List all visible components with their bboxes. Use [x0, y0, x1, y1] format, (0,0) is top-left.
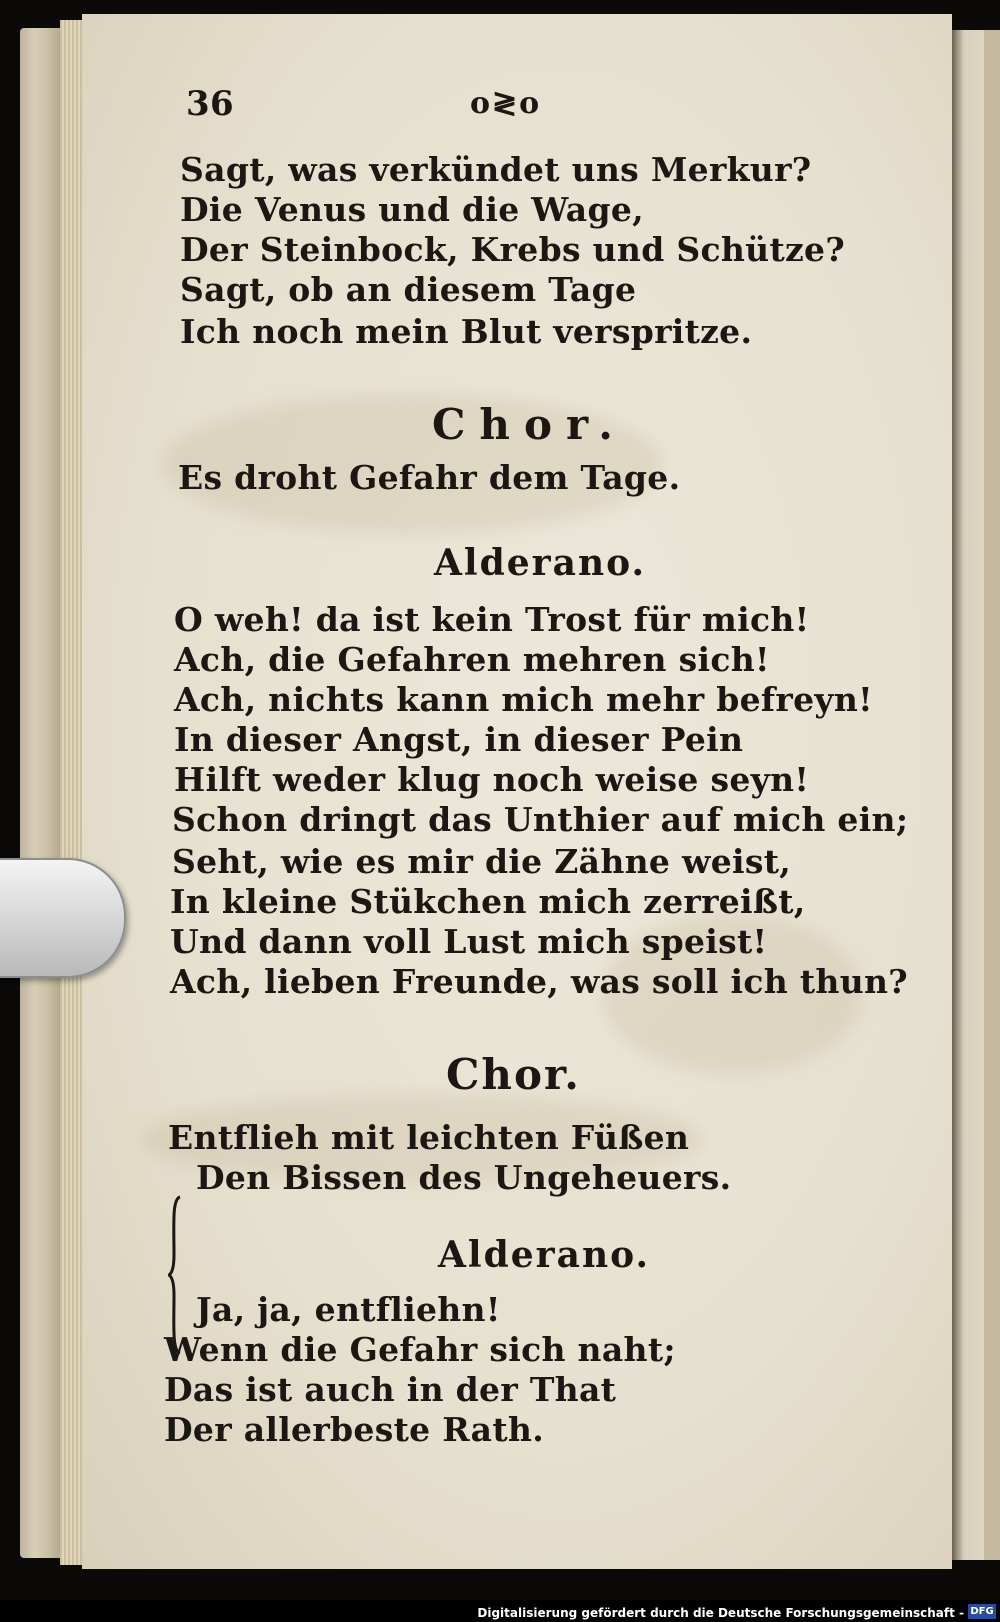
- verse-line: Ach, lieben Freunde, was soll ich thun?: [170, 962, 908, 1001]
- verse-line: Ach, die Gefahren mehren sich!: [174, 640, 770, 679]
- header-ornament: o≷o: [470, 86, 542, 121]
- verse-line: Die Venus und die Wage,: [180, 190, 644, 229]
- verse-line: Seht, wie es mir die Zähne weist,: [172, 842, 792, 881]
- page-clip: [0, 858, 126, 978]
- dfg-logo: DFG: [968, 1604, 996, 1619]
- footer-credit: Digitalisierung gefördert durch die Deutsche Forschungsgemeinschaft -: [477, 1606, 964, 1620]
- verse-line: Der Steinbock, Krebs und Schütze?: [180, 230, 845, 269]
- digitization-footer: [0, 1600, 1000, 1622]
- verse-line: Und dann voll Lust mich speist!: [170, 922, 768, 961]
- verse-line: Sagt, was verkündet uns Merkur?: [180, 150, 812, 189]
- verse-line: Das ist auch in der That: [164, 1370, 617, 1409]
- verse-line: Hilft weder klug noch weise seyn!: [174, 760, 810, 799]
- speaker-heading-alderano: Alderano.: [438, 1234, 651, 1276]
- verse-line: Ich noch mein Blut verspritze.: [180, 312, 753, 351]
- facing-page-sliver: [984, 30, 1000, 1560]
- speaker-heading-chor: Chor.: [432, 400, 627, 449]
- verse-line: Sagt, ob an diesem Tage: [180, 270, 637, 309]
- verse-line: In dieser Angst, in dieser Pein: [174, 720, 744, 759]
- speaker-heading-chor: Chor.: [446, 1050, 581, 1099]
- verse-line: Schon dringt das Unthier auf mich ein;: [172, 800, 909, 839]
- verse-line: Der allerbeste Rath.: [164, 1410, 544, 1449]
- verse-line: In kleine Stükchen mich zerreißt,: [170, 882, 806, 921]
- verse-line: O weh! da ist kein Trost für mich!: [174, 600, 810, 639]
- verse-line: Ja, ja, entfliehn!: [196, 1290, 501, 1329]
- verse-line: Entflieh mit leichten Füßen: [168, 1118, 690, 1157]
- verse-line: Wenn die Gefahr sich naht;: [164, 1330, 676, 1369]
- page-number: 36: [186, 84, 234, 124]
- verse-line: Ach, nichts kann mich mehr befreyn!: [174, 680, 873, 719]
- speaker-heading-alderano: Alderano.: [434, 542, 647, 584]
- verse-line: Den Bissen des Ungeheuers.: [196, 1158, 732, 1197]
- verse-line: Es droht Gefahr dem Tage.: [178, 458, 681, 497]
